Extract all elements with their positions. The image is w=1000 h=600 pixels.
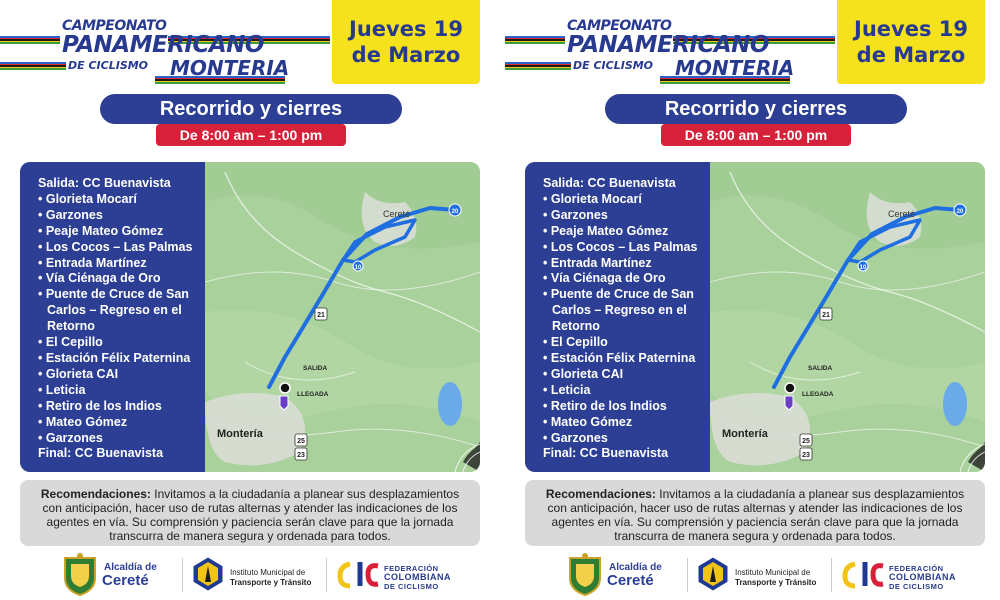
event-logo bbox=[505, 10, 835, 80]
road-10-label: 10 bbox=[859, 265, 867, 271]
date-badge bbox=[332, 0, 480, 84]
footer-divider bbox=[182, 558, 183, 592]
route-start: Salida: CC Buenavista bbox=[543, 176, 676, 190]
rainbow-stripes bbox=[505, 62, 571, 70]
route-stop: • Glorieta CAI bbox=[543, 366, 624, 381]
fcc-line1: FEDERACIÓN bbox=[384, 564, 439, 573]
poster-panel bbox=[0, 0, 495, 600]
route-stop: Retorno bbox=[552, 319, 600, 334]
event-logo-line1: CAMPEONATO bbox=[567, 18, 672, 34]
route-stop: • Garzones bbox=[543, 430, 608, 445]
route-stop: • Mateo Gómez bbox=[543, 414, 633, 429]
map-town-north: Cereté bbox=[383, 209, 411, 219]
road-20-label: 20 bbox=[451, 209, 459, 215]
route-stop: • Los Cocos – Las Palmas bbox=[543, 239, 698, 254]
route-stop: • Los Cocos – Las Palmas bbox=[38, 239, 193, 254]
lake-shape bbox=[943, 382, 967, 426]
route-stop: • Estación Félix Paternina bbox=[543, 350, 696, 365]
rainbow-stripes bbox=[0, 36, 60, 44]
finish-marker-icon bbox=[280, 396, 288, 410]
route-stop: • Vía Ciénaga de Oro bbox=[543, 271, 666, 286]
footer-divider bbox=[687, 558, 688, 592]
fcc-line3: DE CICLISMO bbox=[384, 582, 439, 591]
imt-text bbox=[735, 568, 816, 588]
fcc-line2: COLOMBIANA bbox=[384, 572, 451, 582]
fcc-line1: FEDERACIÓN bbox=[889, 564, 944, 573]
page-title: Recorrido y cierres bbox=[605, 94, 907, 124]
road-21-label: 21 bbox=[317, 312, 325, 319]
alcaldia-shield-icon bbox=[62, 552, 98, 596]
route-stop: • Puente de Cruce de San bbox=[38, 287, 189, 302]
route-stops bbox=[38, 192, 205, 447]
event-logo-line2: PANAMERICANO bbox=[567, 32, 769, 58]
recommendations-box bbox=[20, 480, 480, 546]
hours-badge: De 8:00 am – 1:00 pm bbox=[156, 124, 346, 146]
route-stop: • Retiro de los Indios bbox=[38, 398, 162, 413]
fcc-logo-icon bbox=[336, 558, 382, 590]
footer-divider bbox=[831, 558, 832, 592]
road-20-label: 20 bbox=[956, 209, 964, 215]
route-card bbox=[525, 162, 985, 472]
map-start-label: SALIDA bbox=[303, 365, 328, 372]
event-logo-line4: MONTERIA bbox=[170, 56, 290, 80]
recommendations-text: Invitamos a la ciudadanía a planear sus desplazamientos con anticipación, hacer uso de rutas alternas y atender las indicaciones de los agentes en vía. Su comprensión y paciencia serán clave para que la jornada transcurra de manera segura y ordenada para todos. bbox=[547, 487, 965, 543]
start-marker-icon bbox=[280, 383, 290, 393]
road-10-label: 10 bbox=[354, 265, 362, 271]
route-stop: • Estación Félix Paternina bbox=[38, 350, 191, 365]
route-end: Final: CC Buenavista bbox=[38, 446, 164, 461]
route-map bbox=[710, 162, 985, 472]
lake-shape bbox=[438, 382, 462, 426]
route-start: Salida: CC Buenavista bbox=[38, 176, 171, 190]
map-town-south: Montería bbox=[722, 428, 768, 440]
alcaldia-line2: Cereté bbox=[102, 572, 149, 589]
event-logo-line3: DE CICLISMO bbox=[573, 59, 654, 72]
imt-line2: Transporte y Tránsito bbox=[230, 578, 312, 587]
route-list bbox=[20, 162, 205, 472]
road-23-label: 23 bbox=[802, 452, 810, 459]
footer-logos bbox=[505, 548, 1000, 600]
road-21-label: 21 bbox=[822, 312, 830, 319]
route-stop: • Vía Ciénaga de Oro bbox=[38, 271, 161, 286]
route-stop: • Peaje Mateo Gómez bbox=[543, 223, 669, 238]
date-line2: de Marzo bbox=[351, 43, 461, 67]
route-stop: • Mateo Gómez bbox=[38, 414, 128, 429]
poster-panel bbox=[505, 0, 1000, 600]
event-logo-line4: MONTERIA bbox=[675, 56, 795, 80]
start-marker-icon bbox=[785, 383, 795, 393]
recommendations-text: Invitamos a la ciudadanía a planear sus desplazamientos con anticipación, hacer uso de rutas alternas y atender las indicaciones de los agentes en vía. Su comprensión y paciencia serán clave para que la jornada transcurra de manera segura y ordenada para todos. bbox=[42, 487, 460, 543]
map-finish-label: LLEGADA bbox=[297, 391, 329, 398]
route-map bbox=[205, 162, 480, 472]
route-stop: • El Cepillo bbox=[38, 335, 103, 350]
route-stop: • Leticia bbox=[38, 382, 86, 397]
route-card bbox=[20, 162, 480, 472]
route-stop: • Retiro de los Indios bbox=[543, 398, 667, 413]
route-end: Final: CC Buenavista bbox=[543, 446, 669, 461]
page-title: Recorrido y cierres bbox=[100, 94, 402, 124]
road-23-label: 23 bbox=[297, 452, 305, 459]
rainbow-stripes bbox=[0, 62, 66, 70]
route-list bbox=[525, 162, 710, 472]
date-line1: Jueves 19 bbox=[349, 17, 463, 41]
imt-line2: Transporte y Tránsito bbox=[735, 578, 817, 587]
route-stop: Carlos – Regreso en el bbox=[552, 303, 687, 318]
imt-logo-icon bbox=[192, 556, 224, 592]
fcc-text bbox=[384, 564, 451, 591]
imt-line1: Instituto Municipal de bbox=[230, 568, 306, 577]
imt-text bbox=[230, 568, 311, 588]
date-line1: Jueves 19 bbox=[854, 17, 968, 41]
route-stops bbox=[543, 192, 710, 447]
alcaldia-shield-icon bbox=[567, 552, 603, 596]
route-stop: • Glorieta Mocarí bbox=[543, 191, 642, 206]
route-stop: • Entrada Martínez bbox=[543, 255, 652, 270]
road-25-label: 25 bbox=[297, 438, 305, 445]
route-stop: Retorno bbox=[47, 319, 95, 334]
imt-line1: Instituto Municipal de bbox=[735, 568, 811, 577]
route-stop: • Garzones bbox=[38, 430, 103, 445]
fcc-line3: DE CICLISMO bbox=[889, 582, 944, 591]
recommendations-label: Recomendaciones: bbox=[40, 487, 151, 501]
map-town-north: Cereté bbox=[888, 209, 916, 219]
finish-marker-icon bbox=[785, 396, 793, 410]
route-stop: • Puente de Cruce de San bbox=[543, 287, 694, 302]
recommendations-label: Recomendaciones: bbox=[545, 487, 656, 501]
fcc-logo-icon bbox=[841, 558, 887, 590]
hours-badge: De 8:00 am – 1:00 pm bbox=[661, 124, 851, 146]
alcaldia-line2: Cereté bbox=[607, 572, 654, 589]
fcc-text bbox=[889, 564, 956, 591]
imt-logo-icon bbox=[697, 556, 729, 592]
event-logo-line3: DE CICLISMO bbox=[68, 59, 149, 72]
route-stop: • El Cepillo bbox=[543, 335, 608, 350]
route-stop: • Entrada Martínez bbox=[38, 255, 147, 270]
event-logo-line2: PANAMERICANO bbox=[62, 32, 264, 58]
route-stop: • Garzones bbox=[543, 207, 608, 222]
event-logo-line1: CAMPEONATO bbox=[62, 18, 167, 34]
map-start-label: SALIDA bbox=[808, 365, 833, 372]
rainbow-stripes bbox=[505, 36, 565, 44]
map-finish-label: LLEGADA bbox=[802, 391, 834, 398]
route-stop: • Glorieta Mocarí bbox=[38, 191, 137, 206]
date-badge bbox=[837, 0, 985, 84]
recommendations-box bbox=[525, 480, 985, 546]
route-stop: • Peaje Mateo Gómez bbox=[38, 223, 164, 238]
alcaldia-line1: Alcaldía de bbox=[104, 562, 157, 573]
footer-divider bbox=[326, 558, 327, 592]
route-stop: • Leticia bbox=[543, 382, 591, 397]
date-line2: de Marzo bbox=[856, 43, 966, 67]
route-stop: • Garzones bbox=[38, 207, 103, 222]
event-logo bbox=[0, 10, 330, 80]
map-town-south: Montería bbox=[217, 428, 263, 440]
route-stop: • Glorieta CAI bbox=[38, 366, 119, 381]
footer-logos bbox=[0, 548, 495, 600]
route-stop: Carlos – Regreso en el bbox=[47, 303, 182, 318]
alcaldia-line1: Alcaldía de bbox=[609, 562, 662, 573]
road-25-label: 25 bbox=[802, 438, 810, 445]
fcc-line2: COLOMBIANA bbox=[889, 572, 956, 582]
